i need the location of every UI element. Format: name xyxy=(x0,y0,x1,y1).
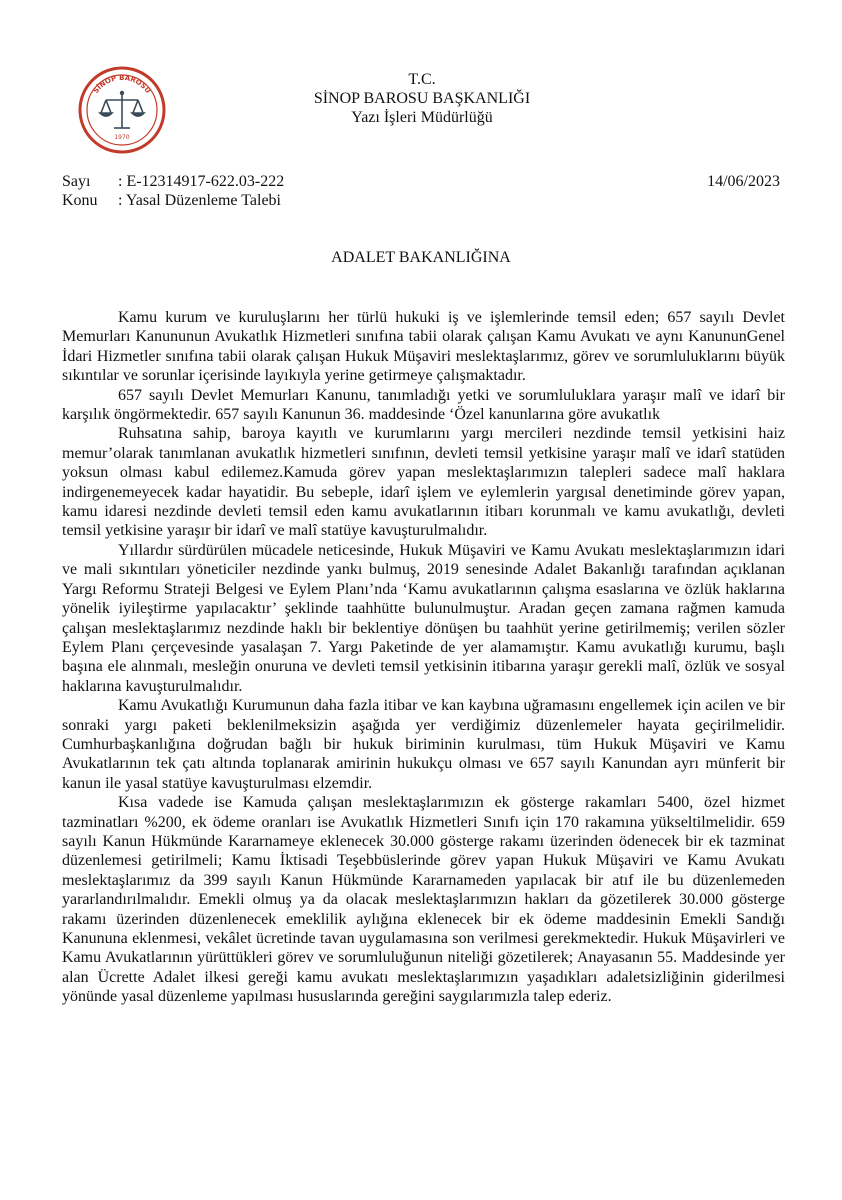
paragraph: 657 sayılı Devlet Memurları Kanunu, tanımladığı yetki ve sorumluluklara yaraşır malî ve idarî bir karşılık öngörmektedir. 657 sayılı Kanunun 36. maddesinde ‘Özel kanunlarına göre avukatlık xyxy=(62,386,785,424)
paragraph: Kısa vadede ise Kamuda çalışan meslektaşlarımızın ek gösterge rakamları 5400, özel hizmet tazminatları %200, ek ödeme oranları ise Avukatlık Hizmetleri Sınıfı için 170 rakamına yükseltilmelidir. 659 sayılı Kanun Hükmünde Kararnameye eklenecek 30.000 gösterge rakamı üzerinden ödenecek bir ek tazminat düzenlemesi getirilmeli; Kamu İktisadi Teşebbüslerinde görev yapan Hukuk Müşaviri ve Kamu Avukatı meslektaşlarımız da 399 sayılı Kanun Hükmünde Kararnameden yapılacak bir atıf ile bu düzenlemeden yararlandırılmalıdır. Emekli olmuş ya da olacak meslektaşlarımızın hakları da gözetilerek 30.000 gösterge rakamı üzerinden düzenlenecek emeklilik aylığına eklenecek bir ek ödeme maddesinin Emekli Sandığı Kanununa eklenmesi, vekâlet ücretinde tavan uygulamasına son verilmesi gerekmektedir. Hukuk Müşavirleri ve Kamu Avukatlarının yürüttükleri görev ve sorumluluğunun niteliği gözetilerek; Anayasanın 55. Maddesinde yer alan Ücrette Adalet ilkesi gereği kamu avukatı meslektaşlarımızın yaşadıkları adaletsizliğinin giderilmesi yönünde yasal düzenleme yapılması hususlarında gereğini saygılarımızla talep ederiz. xyxy=(62,794,785,1006)
paragraph: Kamu kurum ve kuruluşlarını her türlü hukuki iş ve işlemlerinde temsil eden; 657 sayılı Devlet Memurları Kanununun Avukatlık Hizmetleri sınıfına tabii olarak çalışan Kamu Avukatı ve aynı KanununGenel İdari Hizmetler sınıfına tabii olarak çalışan Hukuk Müşaviri meslektaşlarımız, görev ve sorumluluklarını büyük sıkıntılar ve sorunlar içerisinde layıkıyla yerine getirmeye çalışmaktadır. xyxy=(62,309,785,385)
paragraph: Kamu Avukatlığı Kurumunun daha fazla itibar ve kan kaybına uğramasını engellemek için acilen ve bir sonraki yargı paketi beklenilmeksizin aşağıda yer verdiğimiz düzenlemeler hayata geçirilmelidir. Cumhurbaşkanlığına doğrudan bağlı bir hukuk biriminin kurulması, tüm Hukuk Müşaviri ve Kamu Avukatlarının tek çatı altında toplanarak amirinin hukukçu olması ve 657 sayılı Kanundan ayrı münferit bir kanun ile yasal statüye kavuşturulması elzemdir. xyxy=(62,697,785,792)
letterhead-institution: SİNOP BAROSU BAŞKANLIĞI xyxy=(313,90,531,107)
document-meta xyxy=(62,172,284,210)
bar-association-seal xyxy=(78,66,166,154)
addressee-heading: ADALET BAKANLIĞINA xyxy=(331,249,511,266)
konu-label: Konu xyxy=(62,192,98,209)
letterhead-department: Yazı İşleri Müdürlüğü xyxy=(351,109,493,126)
paragraph: Yıllardır sürdürülen mücadele neticesinde, Hukuk Müşaviri ve Kamu Avukatı meslektaşlarımızın idari ve mali sıkıntıları yöneticiler nezdinde yankı bulmuş, 2019 senesinde Adalet Bakanlığı tarafından açıklanan Yargı Reformu Strateji Belgesi ve Eylem Planı’nda ‘Kamu avukatlarının çalışma esaslarına ve özlük haklarına yönelik iyileştirme yapılacaktır’ şeklinde taahhütte bulunulmuştur. Aradan geçen zamana rağmen kamuda çalışan meslektaşlarımız nezdinde haklı bir beklentiye dönüşen bu taahhüt yerine getirilmemiş; verilen sözler Eylem Planı çerçevesinde yasalaşan 7. Yargı Paketinde de yer alamamıştır. Kamu avukatlığı kurumu, başlı başına ele alınmalı, mesleğin onuruna ve devleti temsil yetkisinin itibarına yaraşır gerekli malî, özlük ve sosyal haklarına kavuşturulmalıdır. xyxy=(62,541,785,695)
konu-value: : Yasal Düzenleme Talebi xyxy=(118,192,281,209)
seal-top-text: SİNOP BAROSU xyxy=(91,73,153,95)
sayi-row xyxy=(62,172,284,191)
sayi-value: : E-12314917-622.03-222 xyxy=(118,173,285,190)
konu-row xyxy=(62,191,284,210)
letter-body xyxy=(62,308,785,1007)
paragraph: Ruhsatına sahip, baroya kayıtlı ve kurumlarını yargı mercileri nezdinde temsil yetkisini haiz memur’olarak tanımlanan avukatlık hizmetleri sınıfının, devleti temsil yetkisine yaraşır malî ve idarî statüden yoksun olması kabul edilemez.Kamuda görev yapan meslektaşlarımızın talepleri sadece malî haklara indirgenemeyecek kadar hayatidir. Bu sebeple, idarî işlem ve eylemlerin yargısal denetiminde görev yapan, kamu idaresi nezdinde devleti temsil eden kamu avukatlarının itibarı korunmalı ve kamu avukatlığı, devleti temsil yetkisine yaraşır bir idarî ve malî statüye kavuşturulmalıdır. xyxy=(62,425,785,540)
letterhead-line-tc: T.C. xyxy=(408,71,436,88)
sayi-label: Sayı xyxy=(62,173,91,190)
document-date: 14/06/2023 xyxy=(707,173,780,190)
letterhead xyxy=(240,70,604,127)
seal-year: 1970 xyxy=(114,134,130,141)
